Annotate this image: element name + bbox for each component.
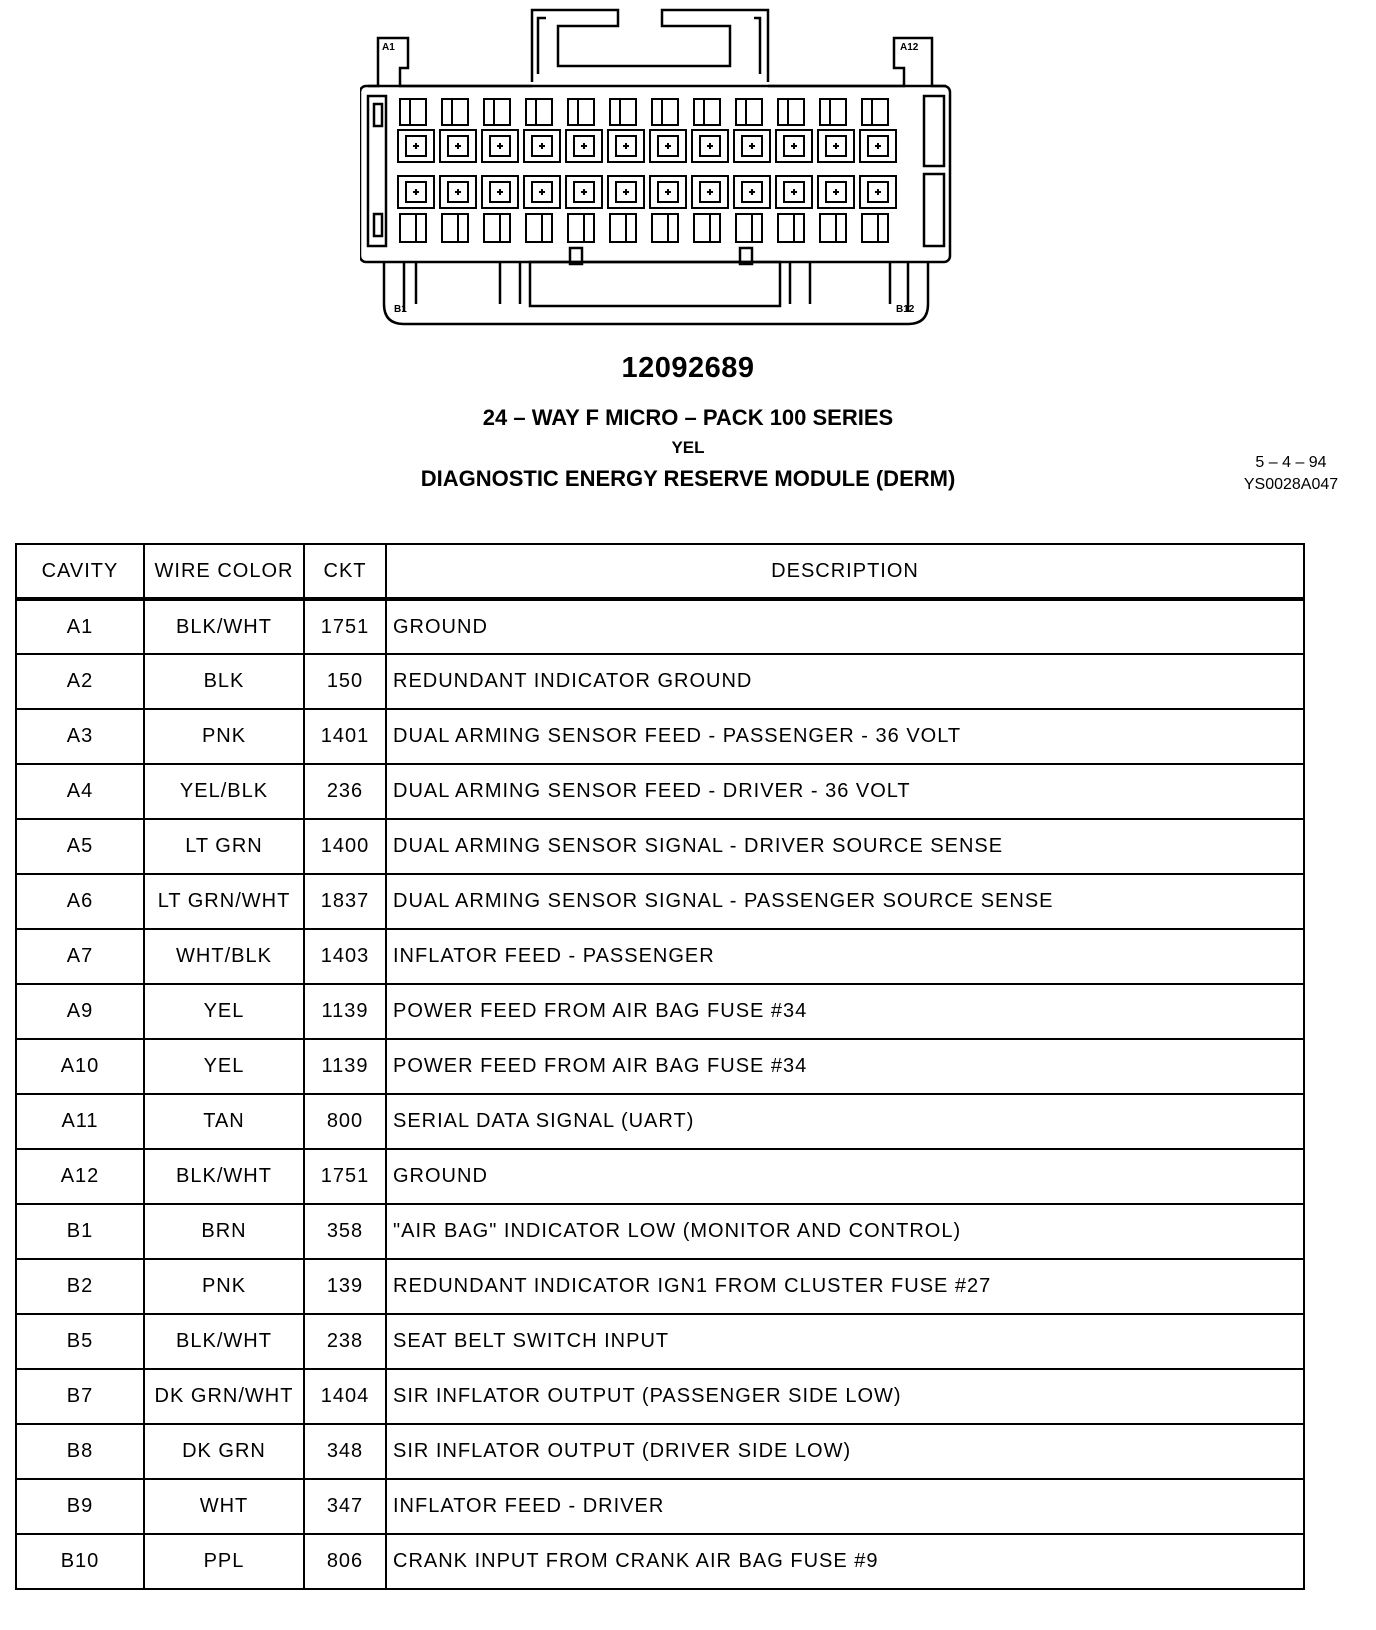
label-a1: A1 xyxy=(382,42,395,53)
table-row xyxy=(16,984,1304,1039)
wire-color-cell: BLK xyxy=(144,654,304,709)
ckt-cell: 1751 xyxy=(304,1149,386,1204)
ckt-cell: 348 xyxy=(304,1424,386,1479)
cavity-cell: A5 xyxy=(16,819,144,874)
description-cell: SIR INFLATOR OUTPUT (DRIVER SIDE LOW) xyxy=(386,1424,1304,1479)
table-row xyxy=(16,1204,1304,1259)
ckt-cell: 150 xyxy=(304,654,386,709)
table-row xyxy=(16,1149,1304,1204)
table-row xyxy=(16,1424,1304,1479)
wire-color-cell: PNK xyxy=(144,709,304,764)
description-cell: REDUNDANT INDICATOR IGN1 FROM CLUSTER FUSE #27 xyxy=(386,1259,1304,1314)
reference-date: 5 – 4 – 94 xyxy=(1255,454,1327,471)
pinout-table xyxy=(15,543,1305,1590)
ckt-cell: 139 xyxy=(304,1259,386,1314)
wire-color-cell: PNK xyxy=(144,1259,304,1314)
wire-color-cell: BLK/WHT xyxy=(144,599,304,654)
table-row xyxy=(16,709,1304,764)
header-cavity: CAVITY xyxy=(16,544,144,599)
connector-type: 24 – WAY F MICRO – PACK 100 SERIES xyxy=(482,405,894,430)
table-header-row xyxy=(16,544,1304,599)
wire-color-cell: BLK/WHT xyxy=(144,1149,304,1204)
description-cell: DUAL ARMING SENSOR SIGNAL - DRIVER SOURCE SENSE xyxy=(386,819,1304,874)
wire-color-cell: TAN xyxy=(144,1094,304,1149)
header-ckt: CKT xyxy=(304,544,386,599)
label-b1: B1 xyxy=(394,304,407,315)
wire-color-cell: BLK/WHT xyxy=(144,1314,304,1369)
header-wire-color: WIRE COLOR xyxy=(144,544,304,599)
table-row xyxy=(16,599,1304,654)
cavity-cell: B5 xyxy=(16,1314,144,1369)
table-row xyxy=(16,764,1304,819)
ckt-cell: 1404 xyxy=(304,1369,386,1424)
ckt-cell: 236 xyxy=(304,764,386,819)
description-cell: SIR INFLATOR OUTPUT (PASSENGER SIDE LOW) xyxy=(386,1369,1304,1424)
ckt-cell: 1139 xyxy=(304,1039,386,1094)
cavity-cell: A7 xyxy=(16,929,144,984)
description-cell: INFLATOR FEED - PASSENGER xyxy=(386,929,1304,984)
description-cell: REDUNDANT INDICATOR GROUND xyxy=(386,654,1304,709)
label-b12: B12 xyxy=(896,304,915,315)
table-row xyxy=(16,1039,1304,1094)
description-cell: "AIR BAG" INDICATOR LOW (MONITOR AND CONTROL) xyxy=(386,1204,1304,1259)
cavity-cell: A9 xyxy=(16,984,144,1039)
label-a12: A12 xyxy=(900,42,919,53)
table-row xyxy=(16,1479,1304,1534)
cavity-cell: B8 xyxy=(16,1424,144,1479)
description-cell: POWER FEED FROM AIR BAG FUSE #34 xyxy=(386,1039,1304,1094)
table-row xyxy=(16,1534,1304,1589)
ckt-cell: 1403 xyxy=(304,929,386,984)
part-number: 12092689 xyxy=(621,352,755,384)
table-row xyxy=(16,654,1304,709)
ckt-cell: 1401 xyxy=(304,709,386,764)
table-row xyxy=(16,929,1304,984)
cavity-cell: A4 xyxy=(16,764,144,819)
description-cell: INFLATOR FEED - DRIVER xyxy=(386,1479,1304,1534)
wire-color-cell: DK GRN xyxy=(144,1424,304,1479)
wire-color-cell: YEL/BLK xyxy=(144,764,304,819)
header-description: DESCRIPTION xyxy=(386,544,1304,599)
wire-color-cell: PPL xyxy=(144,1534,304,1589)
table-row xyxy=(16,1314,1304,1369)
ckt-cell: 238 xyxy=(304,1314,386,1369)
connector-face-diagram xyxy=(360,4,980,334)
cavity-cell: B7 xyxy=(16,1369,144,1424)
wire-color-cell: LT GRN/WHT xyxy=(144,874,304,929)
wire-color-cell: BRN xyxy=(144,1204,304,1259)
reference-code: YS0028A047 xyxy=(1243,476,1339,493)
ckt-cell: 1139 xyxy=(304,984,386,1039)
cavity-cell: B2 xyxy=(16,1259,144,1314)
table-row xyxy=(16,874,1304,929)
table-row xyxy=(16,1259,1304,1314)
connector-color: YEL xyxy=(671,438,705,457)
module-name: DIAGNOSTIC ENERGY RESERVE MODULE (DERM) xyxy=(420,466,956,491)
ckt-cell: 1837 xyxy=(304,874,386,929)
cavity-cell: B10 xyxy=(16,1534,144,1589)
ckt-cell: 347 xyxy=(304,1479,386,1534)
wire-color-cell: DK GRN/WHT xyxy=(144,1369,304,1424)
wire-color-cell: WHT/BLK xyxy=(144,929,304,984)
cavity-cell: A1 xyxy=(16,599,144,654)
ckt-cell: 1400 xyxy=(304,819,386,874)
description-cell: DUAL ARMING SENSOR FEED - DRIVER - 36 VOLT xyxy=(386,764,1304,819)
ckt-cell: 800 xyxy=(304,1094,386,1149)
wire-color-cell: YEL xyxy=(144,1039,304,1094)
reference-block xyxy=(1226,452,1356,496)
cavity-cell: A6 xyxy=(16,874,144,929)
wire-color-cell: LT GRN xyxy=(144,819,304,874)
cavity-cell: A10 xyxy=(16,1039,144,1094)
description-cell: DUAL ARMING SENSOR SIGNAL - PASSENGER SOURCE SENSE xyxy=(386,874,1304,929)
description-cell: DUAL ARMING SENSOR FEED - PASSENGER - 36 VOLT xyxy=(386,709,1304,764)
ckt-cell: 806 xyxy=(304,1534,386,1589)
ckt-cell: 358 xyxy=(304,1204,386,1259)
cavity-cell: B1 xyxy=(16,1204,144,1259)
cavity-cell: A2 xyxy=(16,654,144,709)
description-cell: SERIAL DATA SIGNAL (UART) xyxy=(386,1094,1304,1149)
table-row xyxy=(16,1094,1304,1149)
description-cell: CRANK INPUT FROM CRANK AIR BAG FUSE #9 xyxy=(386,1534,1304,1589)
wire-color-cell: WHT xyxy=(144,1479,304,1534)
description-cell: GROUND xyxy=(386,1149,1304,1204)
cavity-cell: A12 xyxy=(16,1149,144,1204)
cavity-cell: A3 xyxy=(16,709,144,764)
description-cell: SEAT BELT SWITCH INPUT xyxy=(386,1314,1304,1369)
description-cell: POWER FEED FROM AIR BAG FUSE #34 xyxy=(386,984,1304,1039)
ckt-cell: 1751 xyxy=(304,599,386,654)
cavity-cell: B9 xyxy=(16,1479,144,1534)
wire-color-cell: YEL xyxy=(144,984,304,1039)
table-row xyxy=(16,1369,1304,1424)
description-cell: GROUND xyxy=(386,599,1304,654)
cavity-cell: A11 xyxy=(16,1094,144,1149)
table-row xyxy=(16,819,1304,874)
